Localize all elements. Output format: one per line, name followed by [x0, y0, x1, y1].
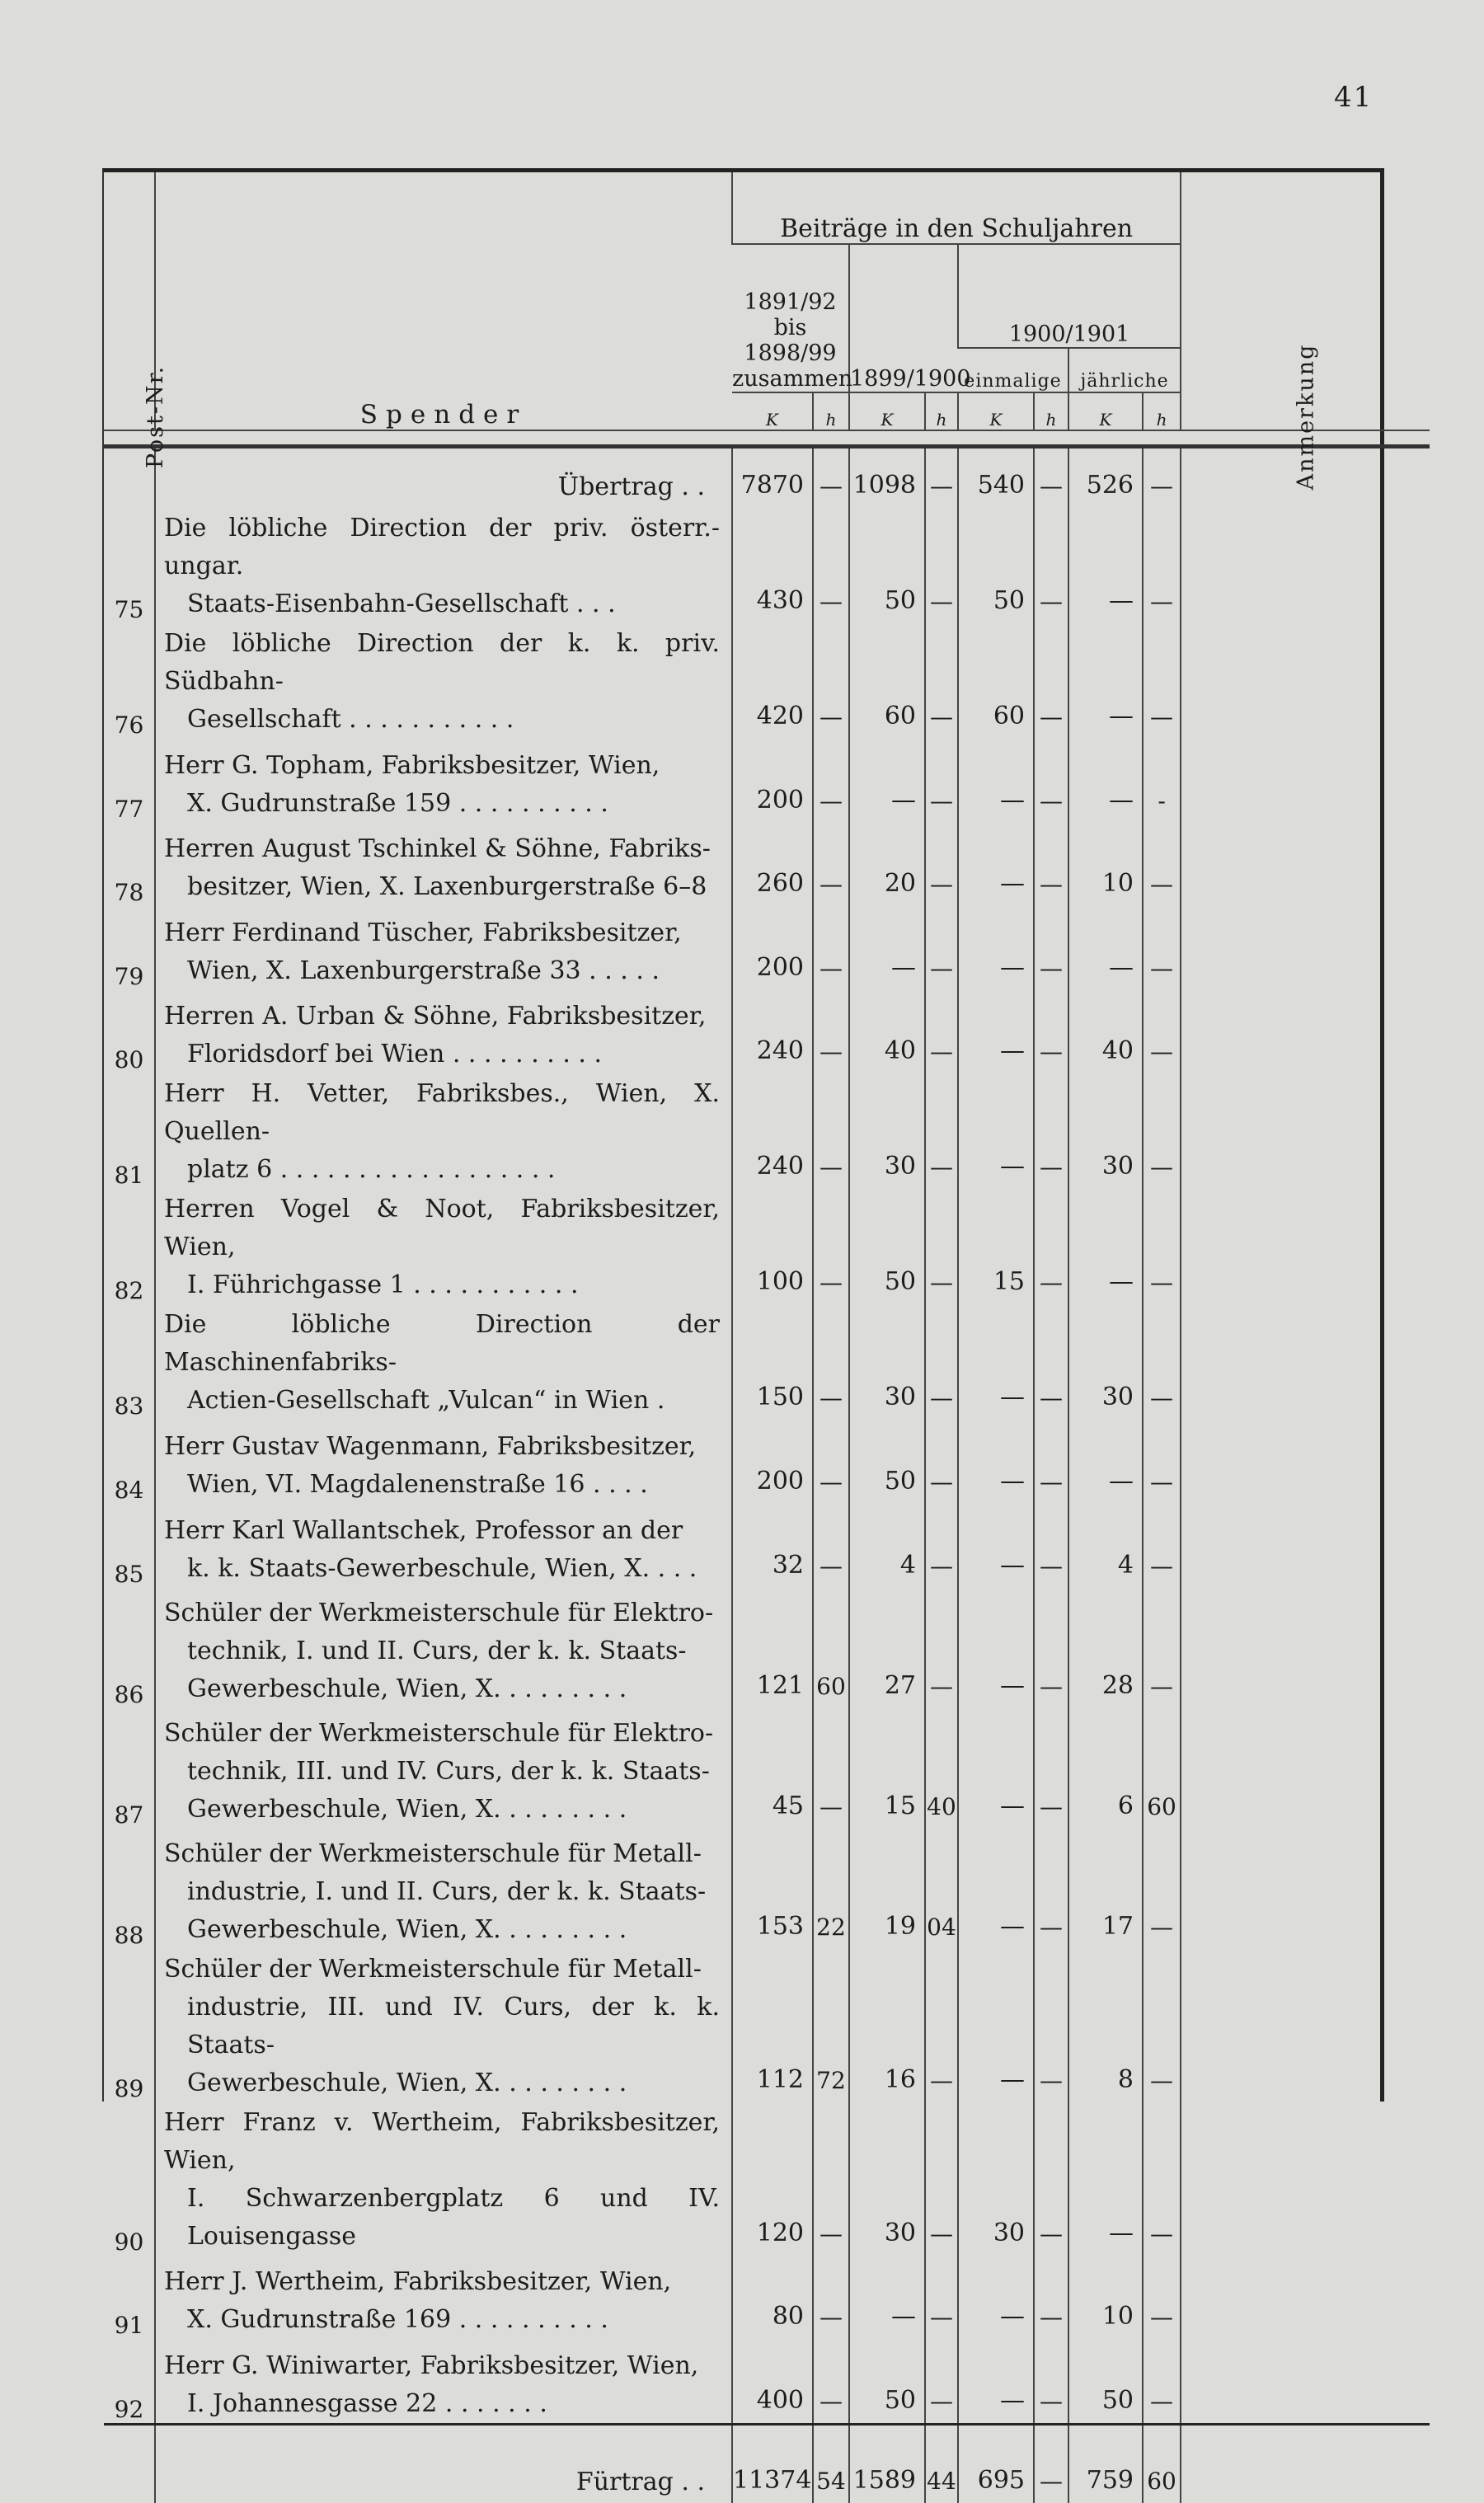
post-number: 83: [114, 1392, 144, 1421]
amount-cell: —: [925, 1189, 958, 1304]
donor-name: [155, 623, 732, 739]
amount-cell: 30: [958, 2102, 1034, 2256]
amount-cell: 50: [1068, 2339, 1143, 2424]
amount-cell: —: [1034, 623, 1068, 739]
amount-cell: —: [1034, 2339, 1068, 2424]
amount-cell: —: [925, 906, 958, 990]
amount-cell: 32: [732, 1504, 813, 1588]
amount-cell: 15: [958, 1189, 1034, 1304]
donor-line: Gewerbeschule, Wien, X. . . . . . . . .: [187, 1794, 627, 1824]
donor-row: [104, 1304, 1430, 1420]
donor-name: [155, 1420, 732, 1504]
donor-name: [155, 508, 732, 623]
amount-cell: —: [1034, 990, 1068, 1074]
amount-cell: —: [1034, 1504, 1068, 1588]
remark-cell: [1181, 1949, 1430, 2102]
donor-line: Herr G. Winiwarter, Fabriksbesitzer, Wien,: [164, 2350, 699, 2380]
donor-row: [104, 1189, 1430, 1304]
remark-cell: [1181, 508, 1430, 623]
donor-line: technik, III. und IV. Curs, der k. k. Staats-: [187, 1756, 710, 1786]
donor-name: [155, 1189, 732, 1304]
amount-cell: 4: [1068, 1504, 1143, 1588]
donor-line: Schüler der Werkmeisterschule für Metall-: [164, 1954, 702, 1984]
amount-cell: —: [1143, 2256, 1181, 2340]
amount-cell: —: [1034, 1708, 1068, 1829]
amount-cell: —: [1143, 1588, 1181, 1708]
total-cell: 759: [1068, 2424, 1143, 2503]
donor-line: Schüler der Werkmeisterschule für Metall-: [164, 1839, 702, 1868]
unit-h-label: h: [1034, 392, 1068, 430]
donor-row: [104, 823, 1430, 907]
remark-cell: [1181, 1504, 1430, 1588]
amount-cell: 30: [849, 1073, 925, 1189]
donor-line: Die löbliche Direction der Maschinenfabriks-: [164, 1310, 720, 1378]
donor-line: Herr J. Wertheim, Fabriksbesitzer, Wien,: [164, 2267, 672, 2297]
amount-cell: —: [813, 1304, 849, 1420]
amount-cell: —: [1068, 1189, 1143, 1304]
donor-line: Herr G. Topham, Fabriksbesitzer, Wien,: [164, 750, 660, 780]
amount-cell: —: [925, 1304, 958, 1420]
unit-k-label: K: [1068, 392, 1143, 430]
donor-line: Floridsdorf bei Wien . . . . . . . . . .: [187, 1040, 603, 1069]
amount-cell: —: [1143, 1504, 1181, 1588]
amount-cell: —: [1034, 1829, 1068, 1949]
unit-k-label: K: [958, 392, 1034, 430]
donor-line: industrie, I. und II. Curs, der k. k. Staats-: [187, 1876, 707, 1906]
amount-cell: 19: [849, 1829, 925, 1949]
amount-cell: 15: [849, 1708, 925, 1829]
amount-cell: —: [1068, 2102, 1143, 2256]
amount-cell: —: [1143, 447, 1181, 509]
donor-line: Die löbliche Direction der priv. österr.-ungar.: [164, 514, 720, 580]
amount-cell: —: [925, 990, 958, 1074]
total-cell: 54: [813, 2424, 849, 2503]
donor-row: [104, 1588, 1430, 1708]
amount-cell: —: [1143, 1189, 1181, 1304]
amount-cell: —: [1068, 623, 1143, 739]
einmalige-header: einmalige: [958, 348, 1068, 392]
post-number: 86: [114, 1680, 144, 1708]
donor-row: [104, 1504, 1430, 1588]
amount-cell: —: [849, 906, 925, 990]
donor-line: I. Schwarzenbergplatz 6 und IV. Louisengasse: [187, 2183, 720, 2251]
amount-cell: —: [813, 906, 849, 990]
amount-cell: 200: [732, 906, 813, 990]
donor-table: [104, 172, 1430, 2503]
donor-row: [104, 906, 1430, 990]
amount-cell: —: [1034, 1588, 1068, 1708]
anmerkung-header: Anmerkung: [1181, 172, 1430, 430]
amount-cell: 45: [732, 1708, 813, 1829]
unit-h-label: h: [1143, 392, 1181, 430]
amount-cell: —: [925, 447, 958, 509]
amount-cell: 121: [732, 1588, 813, 1708]
amount-cell: —: [1068, 906, 1143, 990]
amount-cell: 60: [813, 1588, 849, 1708]
remark-cell: [1181, 739, 1430, 823]
donor-line: Gewerbeschule, Wien, X. . . . . . . . .: [187, 1674, 627, 1703]
donor-line: Wien, X. Laxenburgerstraße 33 . . . . .: [187, 956, 660, 985]
total-cell: —: [1034, 2424, 1068, 2503]
amount-cell: 153: [732, 1829, 813, 1949]
total-cell: 695: [958, 2424, 1034, 2503]
post-number: 87: [114, 1801, 144, 1829]
amount-cell: 240: [732, 1073, 813, 1189]
amount-cell: —: [1068, 739, 1143, 823]
donor-line: Staats-Eisenbahn-Gesellschaft . . .: [187, 589, 616, 618]
amount-cell: 526: [1068, 447, 1143, 509]
amount-cell: 150: [732, 1304, 813, 1420]
remark-cell: [1181, 1588, 1430, 1708]
amount-cell: 430: [732, 508, 813, 623]
amount-cell: 10: [1068, 823, 1143, 907]
post-number: 88: [114, 1921, 144, 1949]
unit-h-label: h: [925, 392, 958, 430]
donor-line: k. k. Staats-Gewerbeschule, Wien, X. . . .: [187, 1553, 697, 1583]
amount-cell: 60: [849, 623, 925, 739]
carry-over-label: Fürtrag . .: [155, 2424, 732, 2503]
amount-cell: 22: [813, 1829, 849, 1949]
remark-cell: [1181, 1829, 1430, 1949]
donor-line: X. Gudrunstraße 159 . . . . . . . . . .: [187, 788, 608, 818]
donor-name: [155, 1949, 732, 2102]
amount-cell: —: [813, 2102, 849, 2256]
remark-cell: [1181, 1189, 1430, 1304]
amount-cell: 27: [849, 1588, 925, 1708]
donor-name: [155, 823, 732, 907]
donor-row: [104, 508, 1430, 623]
amount-cell: —: [925, 1504, 958, 1588]
amount-cell: 50: [849, 2339, 925, 2424]
amount-cell: —: [813, 1420, 849, 1504]
post-number: 81: [114, 1162, 144, 1190]
post-number: 79: [114, 962, 144, 990]
post-nr-header: Post-Nr.: [104, 172, 155, 430]
post-number: 84: [114, 1476, 144, 1504]
post-number: 90: [114, 2228, 144, 2256]
donor-name: [155, 1504, 732, 1588]
amount-cell: 1098: [849, 447, 925, 509]
donor-name: [155, 2256, 732, 2340]
post-number: 85: [114, 1560, 144, 1588]
amount-cell: 30: [1068, 1073, 1143, 1189]
amount-cell: 112: [732, 1949, 813, 2102]
donor-line: Herren A. Urban & Söhne, Fabriksbesitzer,: [164, 1002, 707, 1031]
donor-line: Gesellschaft . . . . . . . . . . .: [187, 705, 514, 734]
amount-cell: —: [1034, 1304, 1068, 1420]
post-number: 89: [114, 2074, 144, 2102]
amount-cell: —: [813, 508, 849, 623]
amount-cell: —: [1034, 823, 1068, 907]
unit-h-label: h: [813, 392, 849, 430]
amount-cell: —: [925, 1073, 958, 1189]
donor-line: Wien, VI. Magdalenenstraße 16 . . . .: [187, 1469, 648, 1499]
amount-cell: —: [958, 1504, 1034, 1588]
amount-cell: —: [958, 2339, 1034, 2424]
donor-name: [155, 1588, 732, 1708]
amount-cell: —: [813, 2256, 849, 2340]
amount-cell: —: [958, 1420, 1034, 1504]
remark-cell: [1181, 823, 1430, 907]
amount-cell: —: [925, 739, 958, 823]
amount-cell: —: [958, 1708, 1034, 1829]
amount-cell: —: [1034, 739, 1068, 823]
remark-cell: [1181, 623, 1430, 739]
amount-cell: —: [958, 906, 1034, 990]
carry-forward-label: Übertrag . .: [155, 447, 732, 509]
donor-line: Herr Franz v. Wertheim, Fabriksbesitzer, Wien,: [164, 2107, 720, 2175]
amount-cell: 16: [849, 1949, 925, 2102]
donor-line: industrie, III. und IV. Curs, der k. k. Staats-: [187, 1992, 720, 2059]
amount-cell: —: [1068, 508, 1143, 623]
amount-cell: 50: [849, 1420, 925, 1504]
amount-cell: —: [813, 1708, 849, 1829]
amount-cell: 40: [1068, 990, 1143, 1074]
amount-cell: —: [813, 1189, 849, 1304]
remark-cell: [1181, 2339, 1430, 2424]
amount-cell: —: [1034, 1073, 1068, 1189]
amount-cell: 80: [732, 2256, 813, 2340]
remark-cell: [1181, 990, 1430, 1074]
amount-cell: —: [813, 1073, 849, 1189]
amount-cell: —: [958, 1949, 1034, 2102]
amount-cell: —: [813, 623, 849, 739]
amount-cell: 200: [732, 739, 813, 823]
amount-cell: —: [1143, 823, 1181, 907]
amount-cell: —: [1068, 1420, 1143, 1504]
amount-cell: —: [813, 447, 849, 509]
amount-cell: 10: [1068, 2256, 1143, 2340]
post-number: 91: [114, 2312, 144, 2340]
donor-line: I. Johannesgasse 22 . . . . . . .: [187, 2388, 547, 2418]
amount-cell: 28: [1068, 1588, 1143, 1708]
amount-cell: —: [1143, 1304, 1181, 1420]
amount-cell: —: [849, 2256, 925, 2340]
amount-cell: 40: [925, 1708, 958, 1829]
donor-line: Herren August Tschinkel & Söhne, Fabriks-: [164, 834, 711, 864]
amount-cell: —: [925, 2339, 958, 2424]
donor-name: [155, 990, 732, 1074]
donor-row: [104, 1708, 1430, 1829]
page-number: 41: [1334, 81, 1374, 114]
amount-cell: —: [1034, 508, 1068, 623]
total-cell: 44: [925, 2424, 958, 2503]
post-number: 77: [114, 795, 144, 823]
donor-name: [155, 1073, 732, 1189]
amount-cell: —: [958, 2256, 1034, 2340]
amount-cell: —: [958, 990, 1034, 1074]
amount-cell: —: [958, 823, 1034, 907]
post-number: 80: [114, 1046, 144, 1074]
amount-cell: —: [925, 2102, 958, 2256]
donor-line: technik, I. und II. Curs, der k. k. Staats-: [187, 1636, 687, 1665]
amount-cell: 400: [732, 2339, 813, 2424]
donor-line: Herr Gustav Wagenmann, Fabriksbesitzer,: [164, 1431, 697, 1461]
amount-cell: 20: [849, 823, 925, 907]
donor-line: Herr Ferdinand Tüscher, Fabriksbesitzer,: [164, 918, 682, 947]
remark-cell: [1181, 1073, 1430, 1189]
amount-cell: —: [925, 1949, 958, 2102]
amount-cell: -: [1143, 739, 1181, 823]
donor-line: Herr H. Vetter, Fabriksbes., Wien, X. Quellen-: [164, 1079, 720, 1147]
amount-cell: —: [1034, 2102, 1068, 2256]
amount-cell: —: [925, 623, 958, 739]
unit-k-label: K: [732, 392, 813, 430]
donor-line: Gewerbeschule, Wien, X. . . . . . . . .: [187, 1914, 627, 1944]
amount-cell: —: [925, 2256, 958, 2340]
amount-cell: 50: [849, 508, 925, 623]
donor-row: [104, 2339, 1430, 2424]
amount-cell: —: [958, 739, 1034, 823]
donor-line: Die löbliche Direction der k. k. priv. Südbahn-: [164, 629, 720, 696]
post-number: 76: [114, 711, 144, 739]
donor-row: [104, 2256, 1430, 2340]
year-1900-1901-header: 1900/1901: [958, 244, 1181, 348]
amount-cell: —: [1143, 508, 1181, 623]
unit-k-label: K: [849, 392, 925, 430]
amount-cell: 17: [1068, 1829, 1143, 1949]
amount-cell: —: [813, 2339, 849, 2424]
donor-line: Schüler der Werkmeisterschule für Elektro-: [164, 1598, 714, 1627]
amount-cell: —: [958, 1304, 1034, 1420]
total-cell: 11374: [732, 2424, 813, 2503]
donor-row: [104, 1829, 1430, 1949]
amount-cell: 540: [958, 447, 1034, 509]
donor-line: Gewerbeschule, Wien, X. . . . . . . . .: [187, 2068, 627, 2097]
donor-name: [155, 1304, 732, 1420]
amount-cell: 30: [849, 2102, 925, 2256]
donor-name: [155, 739, 732, 823]
donor-ledger: [102, 168, 1384, 2496]
amount-cell: 100: [732, 1189, 813, 1304]
amount-cell: —: [925, 823, 958, 907]
post-number: 78: [114, 879, 144, 907]
amount-cell: 240: [732, 990, 813, 1074]
amount-cell: —: [1034, 1420, 1068, 1504]
amount-cell: 120: [732, 2102, 813, 2256]
amount-cell: —: [1143, 906, 1181, 990]
donor-line: Herren Vogel & Noot, Fabriksbesitzer, Wien,: [164, 1195, 720, 1262]
amount-cell: 7870: [732, 447, 813, 509]
donor-line: platz 6 . . . . . . . . . . . . . . . . . .: [187, 1155, 556, 1185]
year-1891-1899-header: 1891/92 bis 1898/99 zusammen: [732, 244, 849, 392]
total-cell: 1589: [849, 2424, 925, 2503]
contributions-header: Beiträge in den Schuljahren: [732, 172, 1181, 244]
amount-cell: 60: [1143, 1708, 1181, 1829]
amount-cell: —: [958, 1588, 1034, 1708]
remark-cell: [1181, 1708, 1430, 1829]
amount-cell: —: [813, 990, 849, 1074]
amount-cell: —: [958, 1829, 1034, 1949]
donor-line: besitzer, Wien, X. Laxenburgerstraße 6–8: [187, 872, 707, 902]
amount-cell: 420: [732, 623, 813, 739]
remark-cell: [1181, 1420, 1430, 1504]
donor-row: [104, 739, 1430, 823]
amount-cell: —: [1034, 1189, 1068, 1304]
donor-row: [104, 1073, 1430, 1189]
amount-cell: —: [1143, 1829, 1181, 1949]
donor-name: [155, 2339, 732, 2424]
amount-cell: —: [1034, 447, 1068, 509]
amount-cell: —: [813, 1504, 849, 1588]
amount-cell: —: [1034, 906, 1068, 990]
donor-line: X. Gudrunstraße 169 . . . . . . . . . .: [187, 2305, 608, 2335]
amount-cell: 260: [732, 823, 813, 907]
amount-cell: —: [1034, 2256, 1068, 2340]
spender-header: Spender: [155, 172, 732, 430]
post-number: 75: [114, 596, 144, 623]
donor-name: [155, 2102, 732, 2256]
amount-cell: 30: [1068, 1304, 1143, 1420]
amount-cell: —: [1143, 1420, 1181, 1504]
post-number: 82: [114, 1277, 144, 1305]
carry-over-row: [104, 2424, 1430, 2503]
donor-row: [104, 990, 1430, 1074]
amount-cell: 60: [958, 623, 1034, 739]
amount-cell: —: [813, 823, 849, 907]
amount-cell: —: [1143, 1073, 1181, 1189]
donor-row: [104, 1420, 1430, 1504]
year-1899-1900-header: 1899/1900: [849, 244, 958, 392]
amount-cell: 40: [849, 990, 925, 1074]
donor-line: Actien-Gesellschaft „Vulcan“ in Wien .: [187, 1386, 665, 1416]
donor-line: Schüler der Werkmeisterschule für Elektro-: [164, 1718, 714, 1748]
carry-forward-row: [104, 447, 1430, 509]
remark-cell: [1181, 2256, 1430, 2340]
amount-cell: 4: [849, 1504, 925, 1588]
amount-cell: 50: [958, 508, 1034, 623]
amount-cell: 72: [813, 1949, 849, 2102]
donor-name: [155, 1829, 732, 1949]
remark-cell: [1181, 1304, 1430, 1420]
amount-cell: —: [958, 1073, 1034, 1189]
amount-cell: 8: [1068, 1949, 1143, 2102]
donor-row: [104, 623, 1430, 739]
amount-cell: 04: [925, 1829, 958, 1949]
amount-cell: —: [925, 508, 958, 623]
amount-cell: 6: [1068, 1708, 1143, 1829]
amount-cell: —: [1143, 623, 1181, 739]
remark-cell: [1181, 2102, 1430, 2256]
ledger-body: [104, 447, 1430, 2503]
amount-cell: —: [1034, 1949, 1068, 2102]
donor-row: [104, 1949, 1430, 2102]
amount-cell: —: [925, 1420, 958, 1504]
amount-cell: 30: [849, 1304, 925, 1420]
donor-name: [155, 1708, 732, 1829]
amount-cell: —: [1143, 990, 1181, 1074]
total-cell: 60: [1143, 2424, 1181, 2503]
donor-line: Herr Karl Wallantschek, Professor an der: [164, 1515, 683, 1545]
donor-line: I. Führichgasse 1 . . . . . . . . . . .: [187, 1270, 579, 1300]
donor-name: [155, 906, 732, 990]
amount-cell: —: [925, 1588, 958, 1708]
amount-cell: —: [849, 739, 925, 823]
amount-cell: —: [1143, 2102, 1181, 2256]
amount-cell: —: [813, 739, 849, 823]
post-number: 92: [114, 2395, 144, 2423]
amount-cell: 200: [732, 1420, 813, 1504]
remark-cell: [1181, 906, 1430, 990]
amount-cell: —: [1143, 1949, 1181, 2102]
jaehrliche-header: jährliche: [1068, 348, 1181, 392]
amount-cell: —: [1143, 2339, 1181, 2424]
amount-cell: 50: [849, 1189, 925, 1304]
donor-row: [104, 2102, 1430, 2256]
